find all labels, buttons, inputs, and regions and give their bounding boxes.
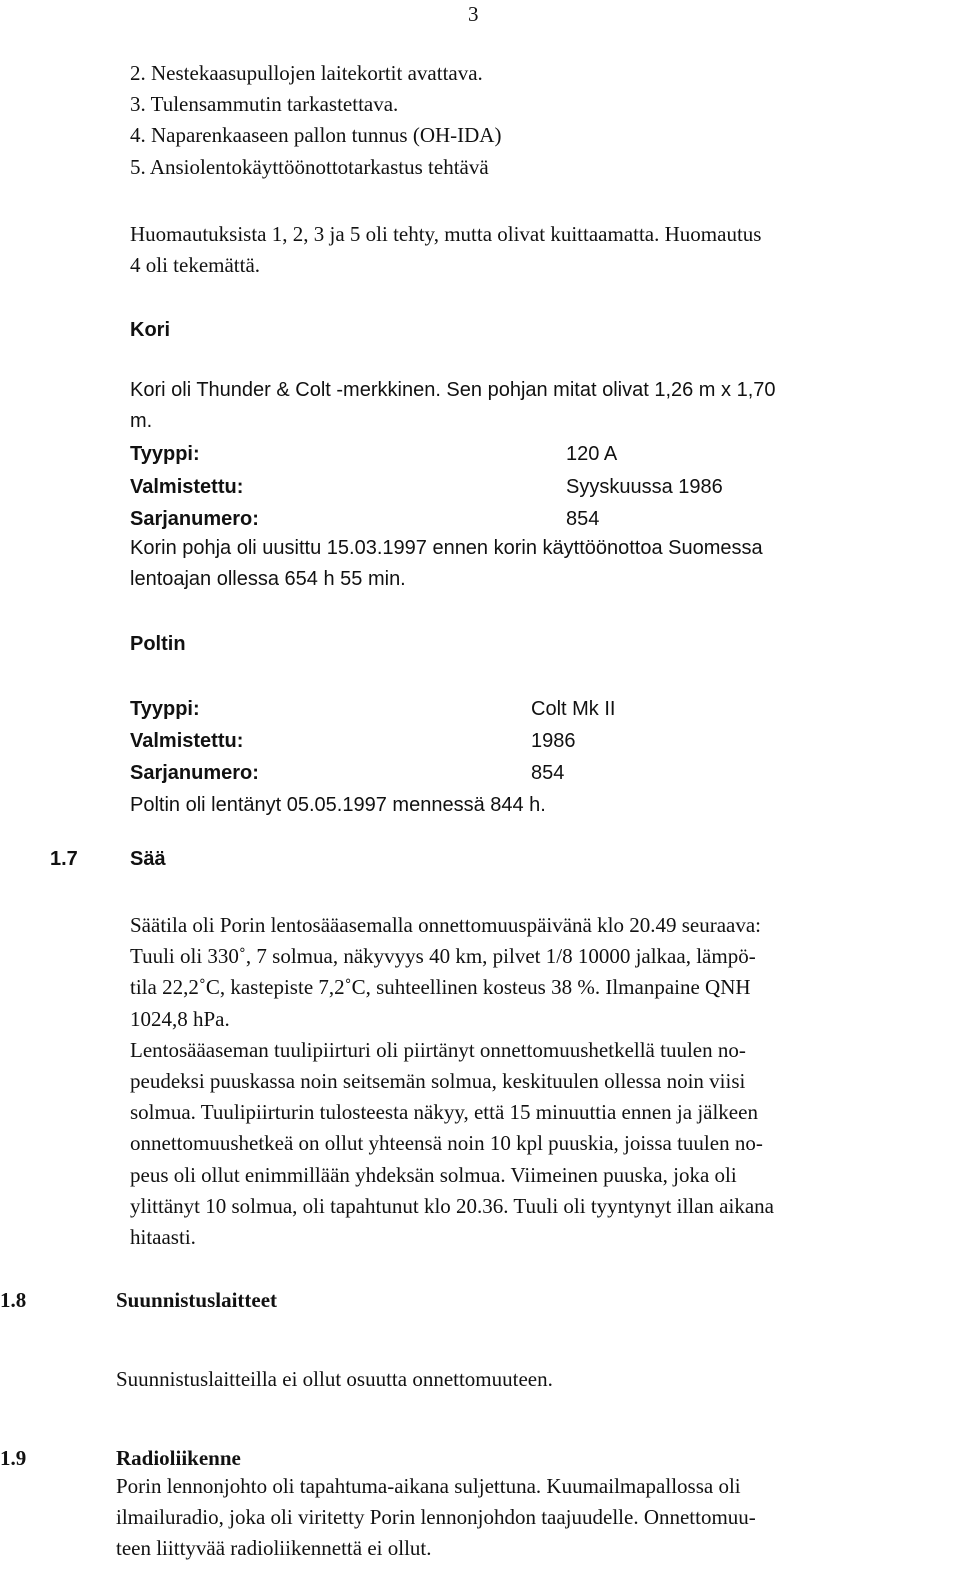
- kori-manufactured-label: Valmistettu:: [130, 476, 244, 498]
- kori-heading: Kori: [130, 319, 170, 341]
- suunnistus-text: Suunnistuslaitteilla ei ollut osuutta onnettomuuteen.: [116, 1367, 553, 1391]
- poltin-note: Poltin oli lentänyt 05.05.1997 mennessä 844 h.: [130, 794, 546, 816]
- poltin-manufactured-label: Valmistettu:: [130, 730, 244, 752]
- saa-line: onnettomuushetkeä on ollut yhteensä noin 10 kpl puuskia, joissa tuulen no-: [130, 1131, 763, 1156]
- suunnistus-heading: Suunnistuslaitteet: [116, 1288, 278, 1312]
- page-number: 3: [468, 2, 479, 26]
- kori-description-line: m.: [130, 410, 153, 433]
- poltin-manufactured-value: 1986: [531, 730, 576, 752]
- remarks-paragraph: [130, 219, 950, 281]
- section-number-1-9: 1.9: [0, 1446, 27, 1470]
- list-item: 4. Naparenkaaseen pallon tunnus (OH-IDA): [130, 123, 502, 148]
- kori-type-label: Tyyppi:: [130, 443, 200, 465]
- remarks-line: 4 oli tekemättä.: [130, 253, 261, 278]
- radio-paragraph: [116, 1471, 952, 1565]
- radio-line: Porin lennonjohto oli tapahtuma-aikana suljettuna. Kuumailmapallossa oli: [116, 1474, 741, 1498]
- kori-note-line: lentoajan ollessa 654 h 55 min.: [130, 568, 406, 591]
- list-item: 2. Nestekaasupullojen laitekortit avattava.: [130, 61, 483, 85]
- kori-manufactured-value: Syyskuussa 1986: [566, 476, 723, 498]
- poltin-serial-label: Sarjanumero:: [130, 762, 259, 784]
- list-item: 3. Tulensammutin tarkastettava.: [130, 92, 399, 117]
- saa-heading: Sää: [130, 848, 166, 870]
- section-number-1-7: 1.7: [50, 848, 78, 870]
- kori-type-value: 120 A: [566, 443, 618, 465]
- kori-description: [130, 375, 950, 437]
- saa-line: tila 22,2˚C, kastepiste 7,2˚C, suhteellinen kosteus 38 %. Ilmanpaine QNH: [130, 975, 751, 1000]
- saa-line: peudeksi puuskassa noin seitsemän solmua, keskituulen ollessa noin viisi: [130, 1069, 746, 1094]
- list-item: 5. Ansiolentokäyttöönottotarkastus tehtävä: [130, 154, 489, 179]
- poltin-type-label: Tyyppi:: [130, 698, 200, 720]
- saa-line: solmua. Tuulipiirturin tulosteesta näkyy, että 15 minuuttia ennen ja jälkeen: [130, 1100, 758, 1125]
- section-number-1-8: 1.8: [0, 1288, 27, 1312]
- kori-serial-value: 854: [566, 508, 600, 530]
- saa-line: Lentosääaseman tuulipiirturi oli piirtänyt onnettomuushetkellä tuulen no-: [130, 1037, 746, 1062]
- saa-line: 1024,8 hPa.: [130, 1006, 230, 1031]
- kori-description-line: Kori oli Thunder & Colt -merkkinen. Sen pohjan mitat olivat 1,26 m x 1,70: [130, 379, 776, 401]
- radio-line: ilmailuradio, joka oli viritetty Porin lennonjohdon taajuudelle. Onnettomuu-: [116, 1505, 756, 1530]
- kori-note-line: Korin pohja oli uusittu 15.03.1997 ennen korin käyttöönottoa Suomessa: [130, 537, 763, 559]
- radio-heading: Radioliikenne: [116, 1446, 241, 1470]
- kori-serial-label: Sarjanumero:: [130, 508, 259, 530]
- top-list: [130, 58, 930, 183]
- kori-note: [130, 533, 950, 595]
- saa-paragraph: [130, 910, 952, 1253]
- saa-line: peus oli ollut enimmillään yhdeksän solmua. Viimeinen puuska, joka oli: [130, 1162, 737, 1187]
- saa-line: ylittänyt 10 solmua, oli tapahtunut klo 20.36. Tuuli oli tyyntynyt illan aikana: [130, 1193, 774, 1218]
- poltin-type-value: Colt Mk II: [531, 698, 616, 720]
- radio-line: teen liittyvää radioliikennettä ei ollut.: [116, 1536, 432, 1561]
- poltin-serial-value: 854: [531, 762, 565, 784]
- saa-line: Säätila oli Porin lentosääasemalla onnettomuuspäivänä klo 20.49 seuraava:: [130, 913, 761, 937]
- saa-line: hitaasti.: [130, 1225, 196, 1250]
- saa-line: Tuuli oli 330˚, 7 solmua, näkyvyys 40 km, pilvet 1/8 10000 jalkaa, lämpö-: [130, 944, 756, 969]
- poltin-heading: Poltin: [130, 633, 186, 655]
- remarks-line: Huomautuksista 1, 2, 3 ja 5 oli tehty, mutta olivat kuittaamatta. Huomautus: [130, 222, 762, 246]
